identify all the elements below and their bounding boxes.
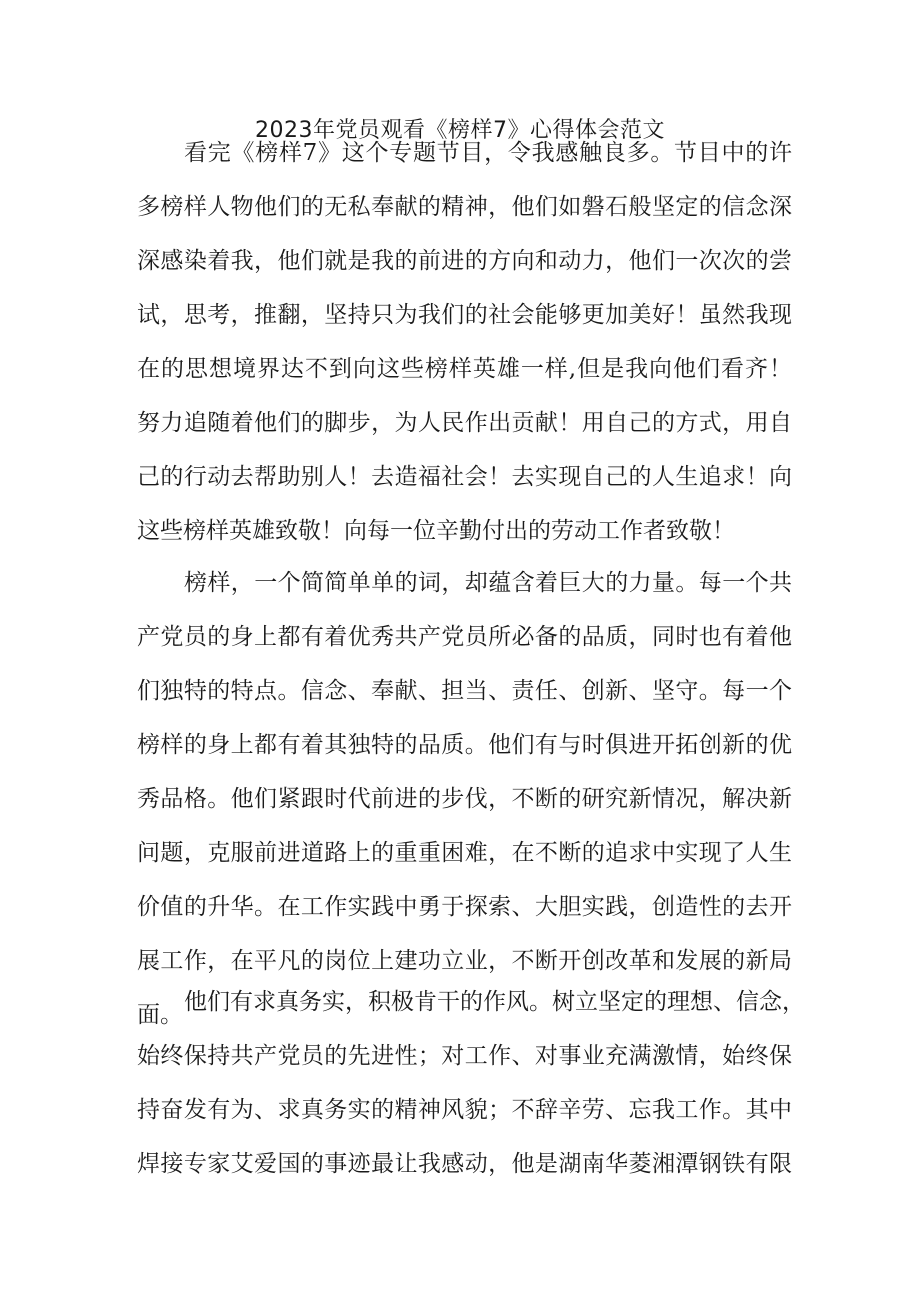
text-line: 产党员的身上都有着优秀共产党员所必备的品质，同时也有着他 [137, 624, 792, 650]
text-line: 持奋发有为、求真务实的精神风貌；不辞辛劳、忘我工作。其中 [137, 1097, 792, 1123]
text-line: 努力追随着他们的脚步，为人民作出贡献！用自己的方式，用自 [137, 410, 792, 436]
text-line: 榜样，一个简简单单的词，却蕴含着巨大的力量。每一个共 [184, 570, 792, 596]
text-line: 秀品格。他们紧跟时代前进的步伐，不断的研究新情况，解决新 [137, 786, 792, 812]
text-line: 们独特的特点。信念、奉献、担当、责任、创新、坚守。每一个 [137, 678, 792, 704]
text-line: 试，思考，推翻，坚持只为我们的社会能够更加美好！虽然我现 [137, 302, 792, 328]
text-line: 在的思想境界达不到向这些榜样英雄一样,但是我向他们看齐！ [137, 356, 792, 382]
text-line: 价值的升华。在工作实践中勇于探索、大胆实践，创造性的去开 [137, 894, 792, 920]
text-line: 这些榜样英雄致敬！向每一位辛勤付出的劳动工作者致敬！ [137, 518, 735, 544]
text-line: 展工作，在平凡的岗位上建功立业，不断开创改革和发展的新局 [137, 948, 792, 974]
text-line: 问题，克服前进道路上的重重困难，在不断的追求中实现了人生 [137, 840, 792, 866]
text-line: 看完《榜样7》这个专题节目，令我感触良多。节目中的许 [184, 140, 792, 166]
document-title: 2023年党员观看《榜样7》心得体会范文 [255, 118, 665, 143]
text-line: 他们有求真务实，积极肯干的作风。树立坚定的理想、信念， [184, 989, 805, 1015]
text-line: 面。 [137, 1002, 183, 1028]
text-line: 始终保持共产党员的先进性；对工作、对事业充满激情，始终保 [137, 1043, 792, 1069]
paragraph-1 [137, 126, 792, 558]
text-line: 榜样的身上都有着其独特的品质。他们有与时俱进开拓创新的优 [137, 732, 792, 758]
paragraph-3 [137, 975, 805, 1191]
paragraph-2 [137, 556, 805, 1042]
text-line: 深感染着我，他们就是我的前进的方向和动力，他们一次次的尝 [137, 248, 792, 274]
text-line: 己的行动去帮助别人！去造福社会！去实现自己的人生追求！向 [137, 464, 792, 490]
text-line: 焊接专家艾爱国的事迹最让我感动，他是湖南华菱湘潭钢铁有限 [137, 1151, 792, 1177]
text-line: 多榜样人物他们的无私奉献的精神，他们如磐石般坚定的信念深 [137, 194, 792, 220]
